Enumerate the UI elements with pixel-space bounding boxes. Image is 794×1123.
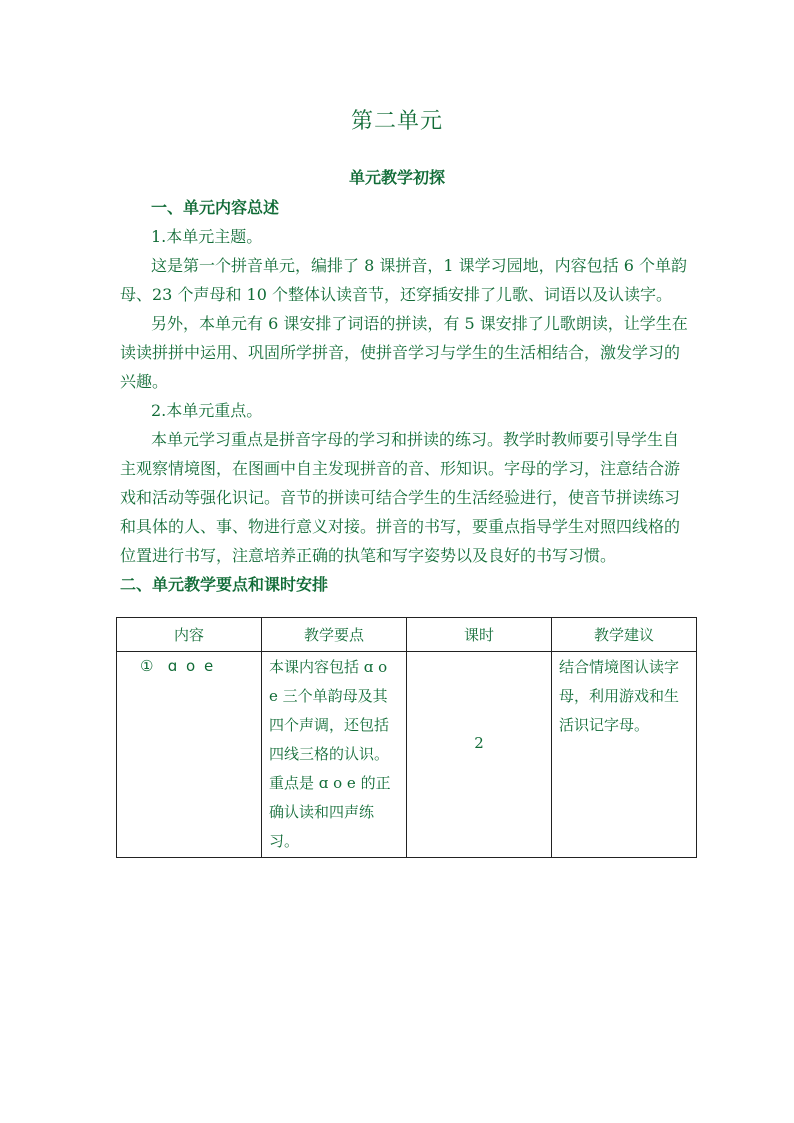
paragraph-line: 和具体的人、事、物进行意义对接。拼音的书写，要重点指导学生对照四线格的 (120, 517, 681, 536)
cell-line: 重点是 ɑ o e 的正 (269, 774, 391, 792)
paragraph-line: 位置进行书写，注意培养正确的执笔和写字姿势以及良好的书写习惯。 (120, 546, 617, 565)
paragraph-line: 另外，本单元有 6 课安排了词语的拼读，有 5 课安排了儿歌朗读，让学生在 (151, 314, 688, 333)
cell-line: 四线三格的认识。 (269, 745, 390, 763)
paragraph-line: 这是第一个拼音单元，编排了 8 课拼音，1 课学习园地，内容包括 6 个单韵 (151, 256, 687, 275)
lesson-number: ① (140, 657, 154, 675)
header-teaching-points: 教学要点 (262, 618, 407, 652)
paragraph-line: 兴趣。 (120, 372, 169, 391)
cell-teaching-points (262, 652, 407, 858)
cell-line: 确认读和四声练习。 (269, 803, 375, 850)
teaching-plan-table (116, 617, 697, 858)
heading-teaching-plan: 二、单元教学要点和课时安排 (120, 575, 329, 594)
table-header-row (117, 618, 697, 652)
cell-line: 本课内容包括 ɑ o (269, 658, 388, 676)
item-unit-theme: 1.本单元主题。 (151, 227, 263, 246)
document-body (120, 193, 688, 599)
cell-line: 母，利用游戏和生 (559, 687, 680, 705)
cell-line: 四个声调，还包括 (269, 716, 390, 734)
cell-line: e 三个单韵母及其 (269, 687, 388, 705)
cell-teaching-advice (552, 652, 697, 858)
paragraph-line: 本单元学习重点是拼音字母的学习和拼读的练习。教学时教师要引导学生自 (151, 430, 680, 449)
page-title: 第二单元 (350, 109, 443, 134)
header-hours: 课时 (407, 618, 552, 652)
cell-content (117, 652, 262, 858)
heading-content-overview: 一、单元内容总述 (151, 198, 280, 217)
lesson-pinyin: ɑ o e (167, 657, 216, 675)
paragraph-line: 母、23 个声母和 10 个整体认读音节，还穿插安排了儿歌、词语以及认读字。 (120, 285, 672, 304)
paragraph-line: 戏和活动等强化识记。音节的拼读可结合学生的生活经验进行，使音节拼读练习 (120, 488, 681, 507)
paragraph-line: 读读拼拼中运用、巩固所学拼音，使拼音学习与学生的生活相结合，激发学习的 (120, 343, 681, 362)
paragraph-line: 主观察情境图，在图画中自主发现拼音的音、形知识。字母的学习，注意结合游 (120, 459, 681, 478)
cell-line: 结合情境图认读字 (559, 658, 680, 676)
header-teaching-advice: 教学建议 (552, 618, 697, 652)
table-row (117, 652, 697, 858)
cell-line: 活识记字母。 (559, 716, 650, 734)
header-content: 内容 (117, 618, 262, 652)
section-subtitle: 单元教学初探 (348, 168, 445, 187)
item-unit-focus: 2.本单元重点。 (151, 401, 263, 420)
cell-hours: 2 (407, 652, 552, 858)
